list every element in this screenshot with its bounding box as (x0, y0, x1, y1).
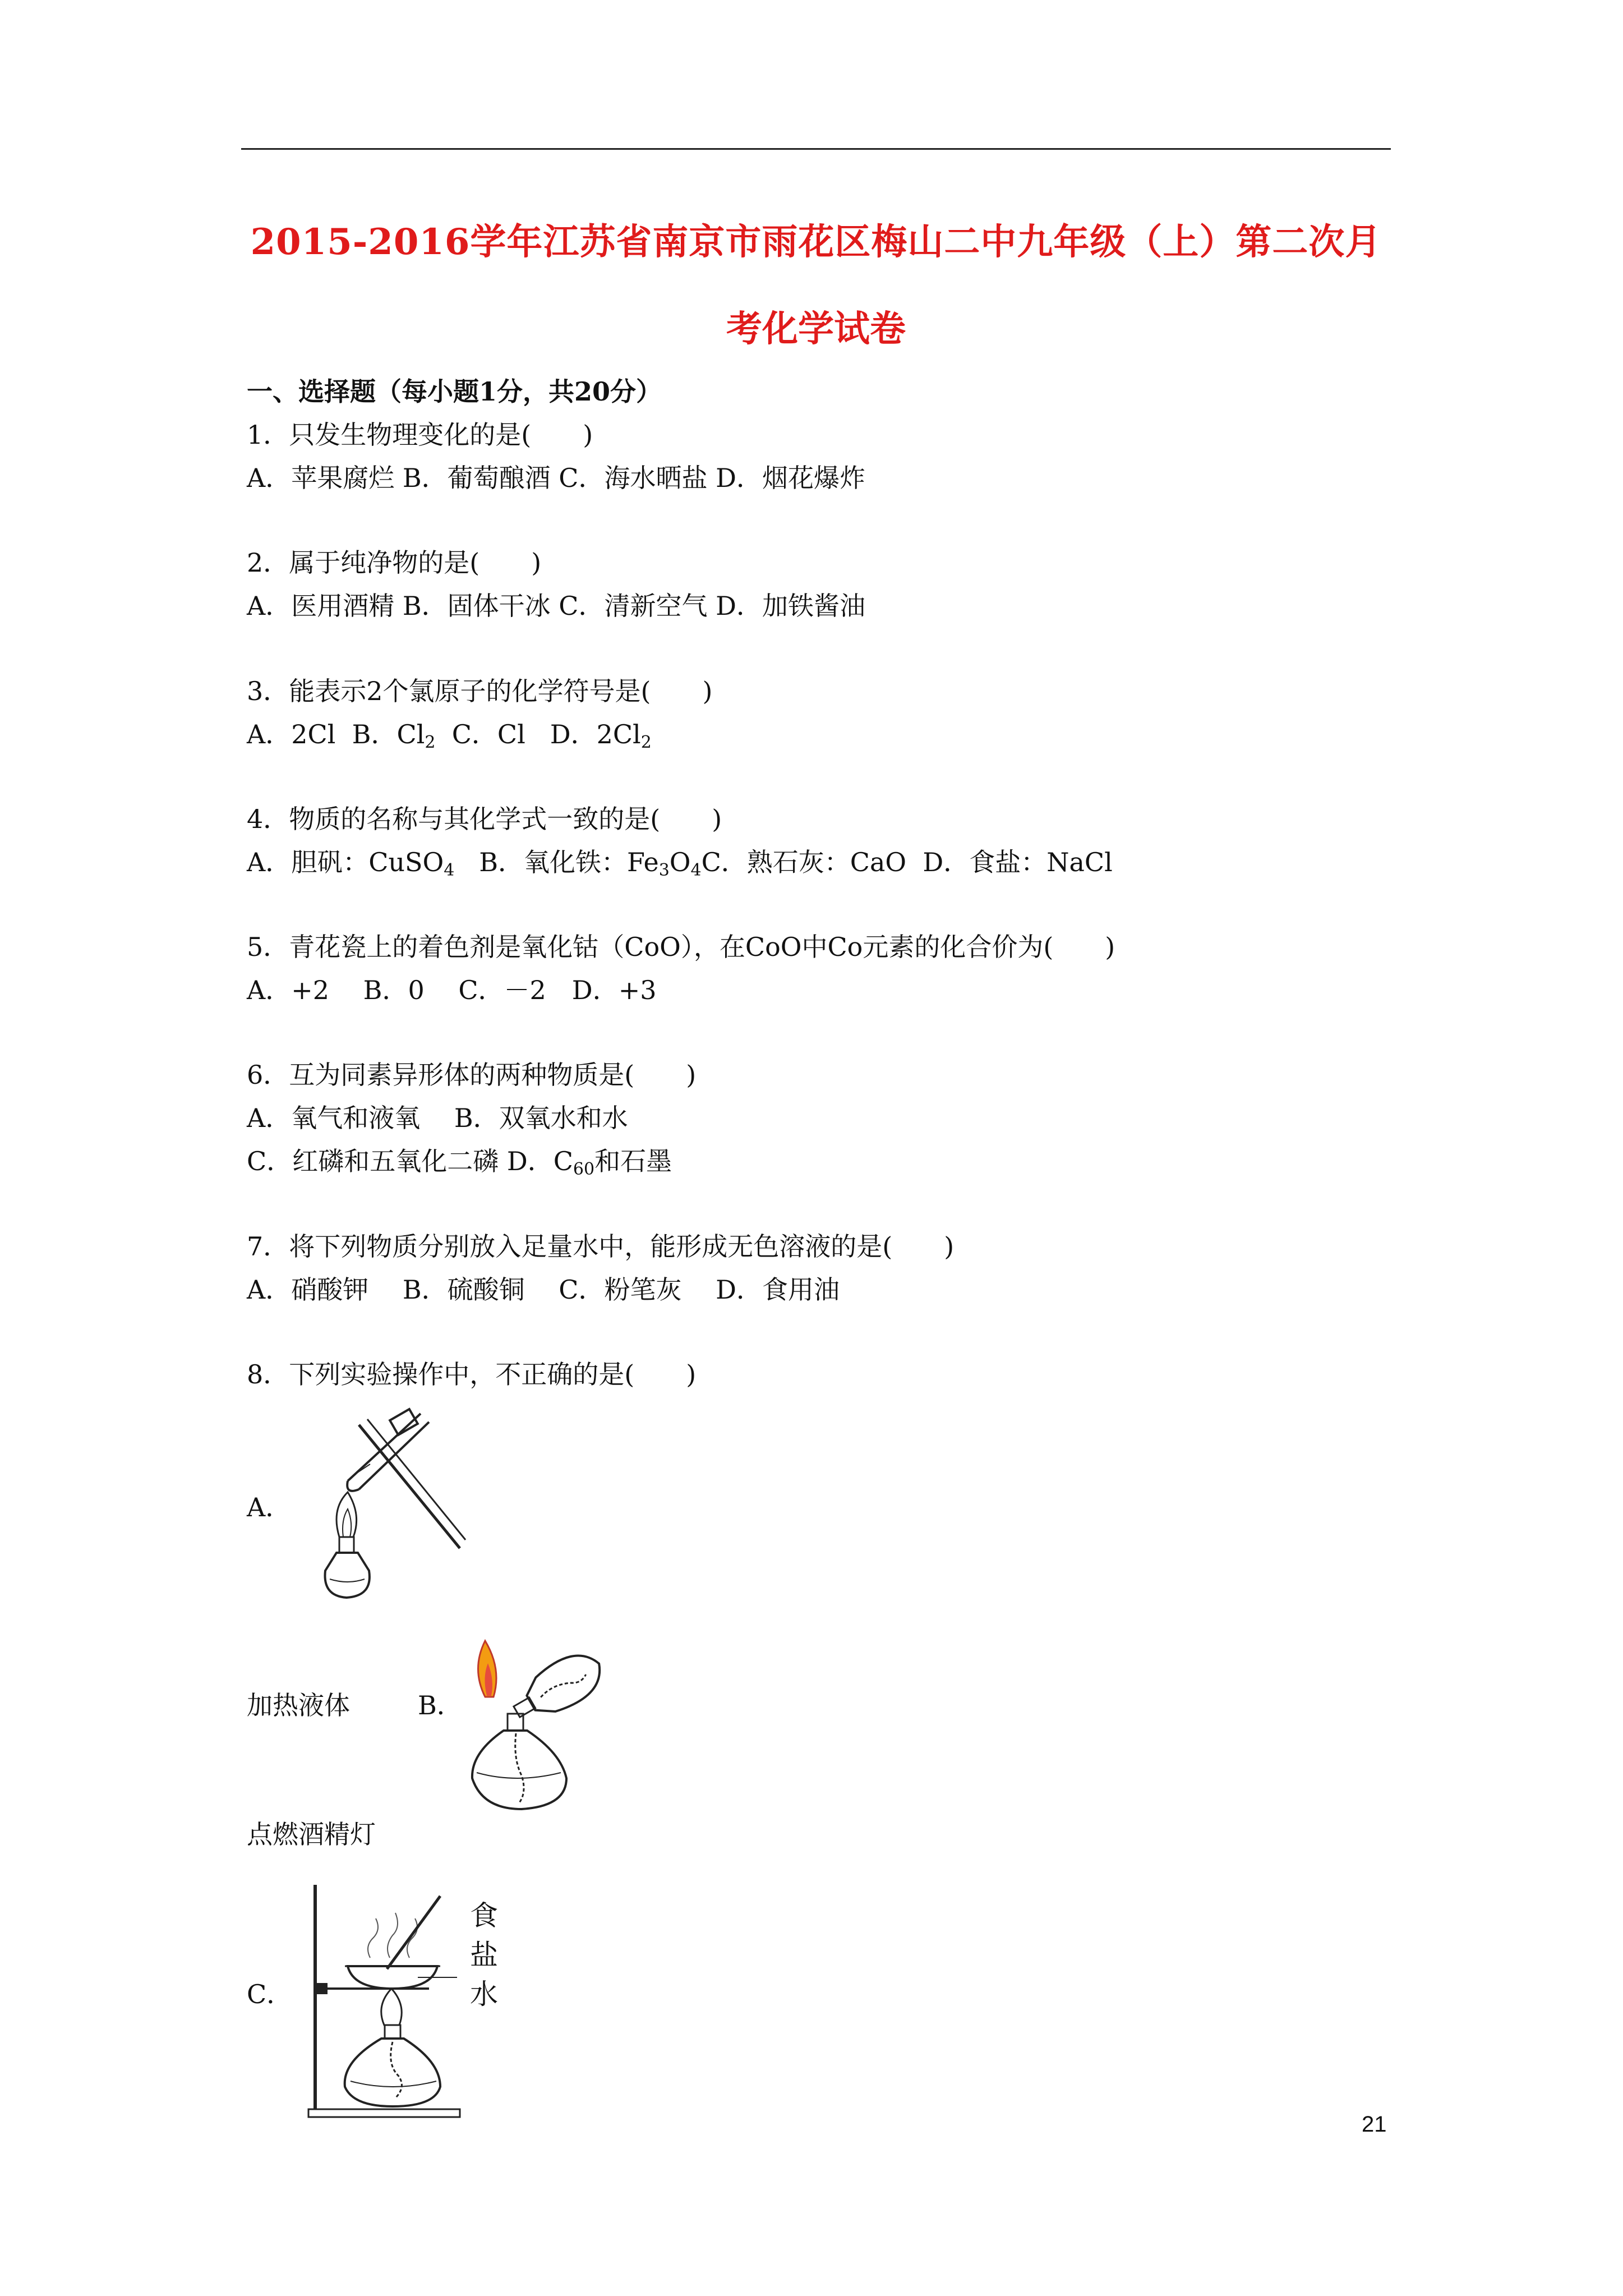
header-rule (241, 148, 1391, 150)
page-number: 21 (1362, 2112, 1387, 2137)
lighting-alcohol-lamp-illustration (460, 1630, 628, 1815)
question-7-options: A．硝酸钾 B．硫酸铜 C．粉笔灰 D．食用油 (247, 1274, 840, 1305)
page-title-line2: 考化学试卷 (726, 308, 906, 350)
question-6-options-2: C．红磷和五氧化二磷 D．$C_{60}$和石墨 (247, 1146, 672, 1179)
question-4-options: A．胆矾：CuSO$_4$ B．氧化铁：$Fe_3O_4C$．熟石灰：CaO D．食盐：NaCl (247, 847, 1113, 880)
salt-water-label-3: 水 (470, 1978, 498, 2010)
question-5-options: A．+2 B．0 C．－2 D．+3 (247, 975, 657, 1005)
question-1-stem: 1．只发生物理变化的是( ) (247, 420, 593, 450)
question-3-stem: 3．能表示2个氯原子的化学符号是( ) (247, 676, 713, 706)
question-6-stem: 6．互为同素异形体的两种物质是( ) (247, 1060, 697, 1090)
question-2-stem: 2．属于纯净物的是( ) (247, 547, 542, 578)
option-c-label: C． (247, 1979, 293, 2009)
section-heading: 一、选择题（每小题1分，共20分） (247, 376, 662, 407)
heating-liquid-illustration (292, 1402, 482, 1604)
question-1-options: A．苹果腐烂 B．葡萄酿酒 C．海水晒盐 D．烟花爆炸 (247, 463, 865, 493)
question-2-options: A．医用酒精 B．固体干冰 C．清新空气 D．加铁酱油 (247, 591, 865, 621)
question-7-stem: 7．将下列物质分别放入足量水中，能形成无色溶液的是( ) (247, 1231, 955, 1262)
option-b-caption: 点燃酒精灯 (247, 1819, 376, 1849)
page-title-line1: 2015-2016学年江苏省南京市雨花区梅山二中九年级（上）第二次月 (250, 221, 1382, 263)
option-a-caption: 加热液体 (247, 1690, 350, 1720)
option-a-label: A． (247, 1492, 292, 1522)
question-6-options-1: A．氧气和液氧 B．双氧水和水 (247, 1103, 628, 1133)
question-4-stem: 4．物质的名称与其化学式一致的是( ) (247, 804, 722, 834)
question-3-options: A．2Cl B．$Cl_2$ C．Cl D．$2Cl_2$ (247, 719, 652, 752)
salt-water-label-2: 盐 (470, 1939, 498, 1971)
question-5-stem: 5．青花瓷上的着色剂是氧化钴（CoO），在CoO中Co元素的化合价为( ) (247, 932, 1115, 962)
option-b-label: B． (418, 1690, 463, 1720)
question-8-stem: 8．下列实验操作中，不正确的是( ) (247, 1359, 697, 1389)
salt-water-label-1: 食 (470, 1899, 498, 1932)
